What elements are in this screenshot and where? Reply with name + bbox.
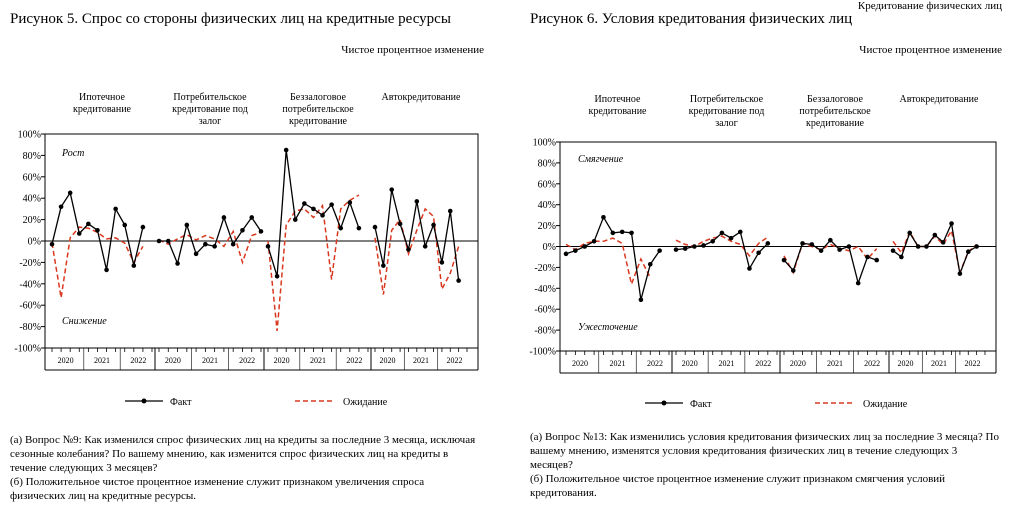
fig5-fact-point [175, 261, 180, 266]
fig5-fact-point [104, 268, 109, 273]
fig6-y-tick-label: -60% [534, 304, 556, 316]
fig6-year-label: 2022 [755, 359, 772, 368]
fig5-y-tick-label: 100% [17, 129, 41, 141]
fig6-fact-point [899, 255, 904, 260]
fig6-y-tick-label: 40% [537, 200, 556, 212]
fig5-annotation-bottom: Снижение [62, 316, 107, 327]
fig6-fact-point [874, 258, 879, 263]
fig6-y-tick-label: -40% [534, 283, 556, 295]
fig6-fact-point [800, 241, 805, 246]
figure5-note-a: (а) Вопрос №9: Как изменился спрос физических лиц на кредиты за последние 3 месяца, исключая сезонные колебания? По вашему мнению, как изменится спрос физических лиц на кредиты в течение следующих 3 месяцев? [10, 434, 476, 474]
fig5-legend-fact-label: Факт [170, 397, 192, 408]
fig5-year-label: 2021 [94, 356, 110, 365]
fig6-year-label: 2022 [964, 359, 981, 368]
fig5-group-label: кредитование [288, 116, 348, 127]
fig6-fact-point [924, 244, 929, 249]
figure6-notes [530, 430, 1000, 500]
fig6-fact-point [683, 246, 688, 251]
fig6-fact-point [747, 266, 752, 271]
fig6-fact-point [933, 233, 938, 238]
fig5-fact-point [357, 226, 362, 231]
fig5-fact-point [240, 228, 245, 233]
fig6-year-label: 2021 [609, 359, 626, 368]
fig6-group-label: Потребительское [689, 94, 764, 105]
fig5-annotation-top: Рост [62, 148, 85, 159]
fig6-group-label: кредитование [588, 106, 647, 117]
fig5-year-label: 2021 [413, 356, 429, 365]
fig5-year-label: 2020 [164, 356, 181, 365]
fig5-y-tick-label: -20% [19, 257, 41, 269]
fig5-fact-series [268, 150, 359, 276]
fig6-group-label: кредитование [805, 118, 865, 129]
fig5-fact-point [113, 207, 118, 212]
fig6-y-tick-label: -80% [534, 325, 556, 337]
fig6-year-label: 2020 [789, 359, 806, 368]
fig6-fact-point [782, 258, 787, 263]
fig5-fact-point [415, 199, 420, 204]
fig5-fact-point [132, 263, 137, 268]
fig6-year-label: 2022 [646, 359, 663, 368]
fig5-fact-point [448, 209, 453, 214]
fig6-fact-point [657, 248, 662, 253]
fig6-fact-point [837, 247, 842, 252]
fig6-fact-point [949, 221, 954, 226]
fig5-y-tick-label: 40% [22, 193, 41, 205]
fig6-group-label: Беззалоговое [807, 94, 863, 105]
top-right-caption: Кредитование физических лиц [857, 0, 1002, 12]
fig6-year-label: 2020 [572, 359, 589, 368]
fig6-fact-point [974, 244, 979, 249]
fig6-group-label: Автокредитование [899, 94, 979, 105]
fig5-fact-point [423, 244, 428, 249]
fig5-group-label: кредитование [72, 104, 132, 115]
fig6-y-tick-label: 0% [542, 242, 556, 253]
fig5-y-tick-label: 20% [22, 215, 41, 227]
fig5-fact-point [338, 226, 343, 231]
fig5-fact-point [348, 200, 353, 205]
fig6-fact-point [756, 250, 761, 255]
fig5-year-label: 2020 [57, 356, 74, 365]
fig6-fact-point [620, 230, 625, 235]
fig6-y-tick-label: 100% [532, 137, 556, 149]
fig6-fact-point [729, 236, 734, 241]
fig6-fact-series [893, 224, 977, 274]
fig6-year-label: 2021 [827, 359, 843, 368]
fig5-fact-point [194, 252, 199, 257]
fig6-group-label: потребительское [799, 106, 871, 117]
figure6-note-b: (б) Положительное чистое процентное изменение служит признаком смягчения условий кредитования. [530, 473, 946, 499]
fig6-fact-point [629, 231, 634, 236]
fig6-annotation-bottom: Ужесточение [578, 322, 638, 333]
fig6-fact-point [916, 244, 921, 249]
fig6-fact-point [958, 271, 963, 276]
fig5-fact-point [157, 239, 162, 244]
fig5-y-tick-label: -100% [14, 343, 41, 355]
fig5-fact-point [59, 204, 64, 209]
fig6-y-tick-label: -20% [534, 262, 556, 274]
fig6-fact-point [738, 230, 743, 235]
fig6-y-tick-label: 60% [537, 179, 556, 191]
fig6-legend-fact-label: Факт [690, 399, 712, 410]
fig6-fact-point [564, 252, 569, 257]
fig5-fact-point [203, 242, 208, 247]
fig5-fact-point [266, 244, 271, 249]
fig6-fact-point [865, 255, 870, 260]
fig5-y-tick-label: -80% [19, 322, 41, 334]
fig5-year-label: 2022 [130, 356, 147, 365]
fig5-fact-point [293, 217, 298, 222]
fig5-expect-series [159, 231, 261, 262]
figure5-note-b: (б) Положительное чистое процентное изменение служит признаком увеличения спроса физических лиц на кредитные ресурсы. [10, 476, 425, 502]
fig6-year-label: 2021 [931, 359, 947, 368]
fig5-legend-fact-marker [142, 399, 147, 404]
fig6-group-label: залог [715, 118, 738, 129]
fig6-fact-point [856, 281, 861, 286]
fig5-fact-point [122, 223, 127, 228]
fig6-legend-expect-label: Ожидание [863, 399, 908, 410]
fig6-fact-point [648, 262, 653, 267]
fig5-fact-point [166, 239, 171, 244]
fig5-fact-point [141, 225, 146, 230]
fig5-fact-point [185, 223, 190, 228]
fig6-y-tick-label: 20% [537, 221, 556, 233]
fig6-fact-series [566, 217, 660, 300]
fig6-annotation-top: Смягчение [578, 154, 624, 165]
fig6-fact-point [791, 268, 796, 273]
fig6-fact-point [819, 248, 824, 253]
fig5-fact-point [311, 207, 316, 212]
fig6-fact-point [582, 244, 587, 249]
fig6-fact-point [828, 238, 833, 243]
fig5-fact-point [231, 242, 236, 247]
fig5-expect-series [52, 227, 143, 298]
fig5-fact-point [320, 213, 325, 218]
fig5-fact-point [456, 278, 461, 283]
fig6-fact-point [601, 215, 606, 220]
fig5-group-label: Потребительское [173, 92, 247, 103]
fig5-fact-point [440, 260, 445, 265]
fig6-fact-point [766, 241, 771, 246]
fig5-fact-point [302, 201, 307, 206]
fig5-fact-point [77, 231, 82, 236]
fig6-fact-point [907, 231, 912, 236]
fig6-fact-point [847, 244, 852, 249]
fig5-fact-point [86, 222, 91, 227]
fig6-y-tick-label: 80% [537, 158, 556, 170]
fig6-fact-point [891, 248, 896, 253]
fig6-fact-point [941, 240, 946, 245]
fig6-group-label: кредитование под [688, 106, 765, 117]
fig5-fact-point [259, 229, 264, 234]
fig5-year-label: 2021 [202, 356, 218, 365]
fig5-fact-point [381, 263, 386, 268]
fig5-fact-point [389, 187, 394, 192]
fig5-y-tick-label: -40% [19, 279, 41, 291]
fig5-group-label: залог [198, 116, 222, 127]
fig6-fact-point [710, 239, 715, 244]
fig5-fact-point [95, 228, 100, 233]
fig5-fact-point [284, 148, 289, 153]
fig6-fact-point [966, 249, 971, 254]
fig5-y-tick-label: -60% [19, 300, 41, 312]
fig6-group-label: Ипотечное [594, 94, 641, 105]
fig5-year-label: 2021 [310, 356, 326, 365]
fig6-year-label: 2022 [864, 359, 881, 368]
fig6-year-label: 2020 [681, 359, 698, 368]
fig5-y-tick-label: 80% [22, 150, 41, 162]
fig5-y-tick-label: 0% [27, 236, 41, 248]
figure6-note-a: (а) Вопрос №13: Как изменились условия кредитования физических лиц за последние 3 месяца? По вашему мнению, изменятся условия кредитования физических лиц в течение следующих 3 месяцев? [530, 431, 999, 471]
fig6-year-label: 2020 [897, 359, 914, 368]
fig6-fact-point [611, 231, 616, 236]
fig6-fact-point [674, 247, 679, 252]
fig6-fact-point [639, 297, 644, 302]
fig5-year-label: 2022 [346, 356, 363, 365]
figure6-title: Рисунок 6. Условия кредитования физических лиц [530, 11, 853, 27]
figure5-notes [10, 433, 480, 503]
fig5-fact-point [329, 202, 334, 207]
fig5-year-label: 2020 [379, 356, 396, 365]
fig5-fact-point [249, 215, 254, 220]
fig6-fact-point [701, 243, 706, 248]
figure6-subtitle: Чистое процентное изменение [859, 44, 1002, 56]
fig5-group-label: Беззалоговое [290, 92, 346, 103]
fig6-fact-point [592, 239, 597, 244]
fig5-fact-point [431, 223, 436, 228]
fig6-fact-point [720, 231, 725, 236]
fig5-y-tick-label: 60% [22, 172, 41, 184]
fig5-group-label: Автокредитование [381, 92, 461, 103]
figure5-subtitle: Чистое процентное изменение [341, 44, 484, 56]
fig5-group-label: потребительское [282, 104, 354, 115]
fig5-fact-point [275, 274, 280, 279]
fig6-fact-point [810, 242, 815, 247]
fig6-y-tick-label: -100% [529, 346, 556, 358]
fig5-fact-point [212, 244, 217, 249]
fig6-year-label: 2021 [718, 359, 735, 368]
fig5-year-label: 2022 [446, 356, 463, 365]
fig5-fact-point [50, 242, 55, 247]
fig5-group-label: кредитование под [172, 104, 248, 115]
fig6-fact-point [692, 244, 697, 249]
fig6-legend-fact-marker [662, 401, 667, 406]
fig5-year-label: 2022 [239, 356, 256, 365]
fig6-fact-point [573, 248, 578, 253]
figure5-title: Рисунок 5. Спрос со стороны физических лиц на кредитные ресурсы [10, 11, 451, 27]
fig5-fact-point [406, 247, 411, 252]
fig5-fact-point [373, 225, 378, 230]
fig5-group-label: Ипотечное [79, 92, 125, 103]
fig5-fact-point [398, 222, 403, 227]
fig5-fact-point [68, 191, 73, 196]
fig5-year-label: 2020 [273, 356, 290, 365]
fig5-legend-expect-label: Ожидание [343, 397, 388, 408]
fig5-fact-point [222, 215, 227, 220]
